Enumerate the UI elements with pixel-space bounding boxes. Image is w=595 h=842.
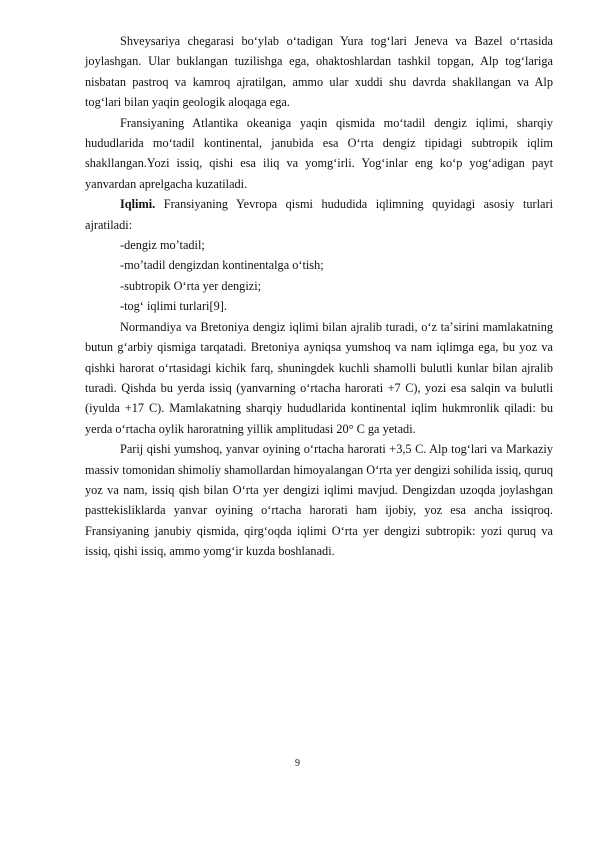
body-text (85, 31, 553, 562)
list-item: -dengiz mo’tadil; (120, 238, 205, 253)
paragraph-paris-mediterranean: Parij qishi yumshoq, yanvar oyining oʻrtacha harorati +3,5 C. Alp togʻlari va Markaziy massiv tomonidan shimoliy shamollardan himoyalangan Oʻrta yer dengizi sohilida issiq, quruq yoz va nam, issiq qish bilan Oʻrta yer dengizi iqlimi mavjud. Dengizdan uzoqda joylashgan pasttekisliklarda yanvar oyining oʻrtacha harorati ham ijobiy, yoz esa ancha issiqroq. Fransiyaning janubiy qismida, qirgʻoqda iqlimi Oʻrta yer dengizi subtropik: yozi quruq va issiq, qishi issiq, ammo yomgʻir kuzda boshlanadi. (85, 442, 553, 559)
list-item: -mo’tadil dengizdan kontinentalga oʻtish; (120, 258, 324, 273)
climate-intro: Fransiyaning Yevropa qismi hududida iqlimning quyidagi asosiy turlari ajratiladi: (85, 197, 553, 232)
paragraph-climate-overview: Fransiyaning Atlantika okeaniga yaqin qismida mo‘tadil dengiz iqlimi, sharqiy hududlarida mo‘tadil kontinental, janubida esa O‘rta dengiz tipidagi subtropik iqlim shakllangan.Yozi issiq, qishi esa iliq va yomg‘irli. Yog‘inlar eng ko‘p yog‘adigan payt yanvardan aprelgacha kuzatiladi. (85, 115, 553, 191)
paragraph-climate-types (85, 194, 553, 235)
list-item: -togʻ iqlimi turlari[9]. (120, 299, 227, 314)
paragraph-jura-mountains: Shveysariya chegarasi boʻylab oʻtadigan Yura togʻlari Jeneva va Bazel oʻrtasida joylashgan. Ular buklangan tuzilishga ega, ohaktoshlardan tashkil topgan, Alp togʻlariga nisbatan pastroq va kamroq ajratilgan, ammo ular xuddi shu davrda shakllangan va Alp togʻlari bilan yaqin geologik aloqaga ega. (85, 34, 553, 110)
climate-heading: Iqlimi. (120, 197, 156, 212)
list-item: -subtropik Oʻrta yer dengizi; (120, 278, 262, 293)
page-number: 9 (295, 758, 300, 769)
paragraph-normandy-brittany: Normandiya va Bretoniya dengiz iqlimi bilan ajralib turadi, oʻz taʼsirini mamlakatning butun gʻarbiy qismiga tarqatadi. Bretoniya ayniqsa yumshoq va nam iqlimga ega, bu yoz va qishki harorat oʻrtasidagi kichik farq, shuningdek kuchli shamolli bulutli kunlar bilan ajralib turadi. Qishda bu yerda issiq (yanvarning oʻrtacha harorati +7 C), yozi esa salqin va bulutli (iyulda +17 C). Mamlakatning sharqiy hududlarida kontinental iqlim hukmronlik qiladi: bu yerda oʻrtacha oylik haroratning yillik amplitudasi 20° C ga yetadi. (85, 319, 553, 436)
